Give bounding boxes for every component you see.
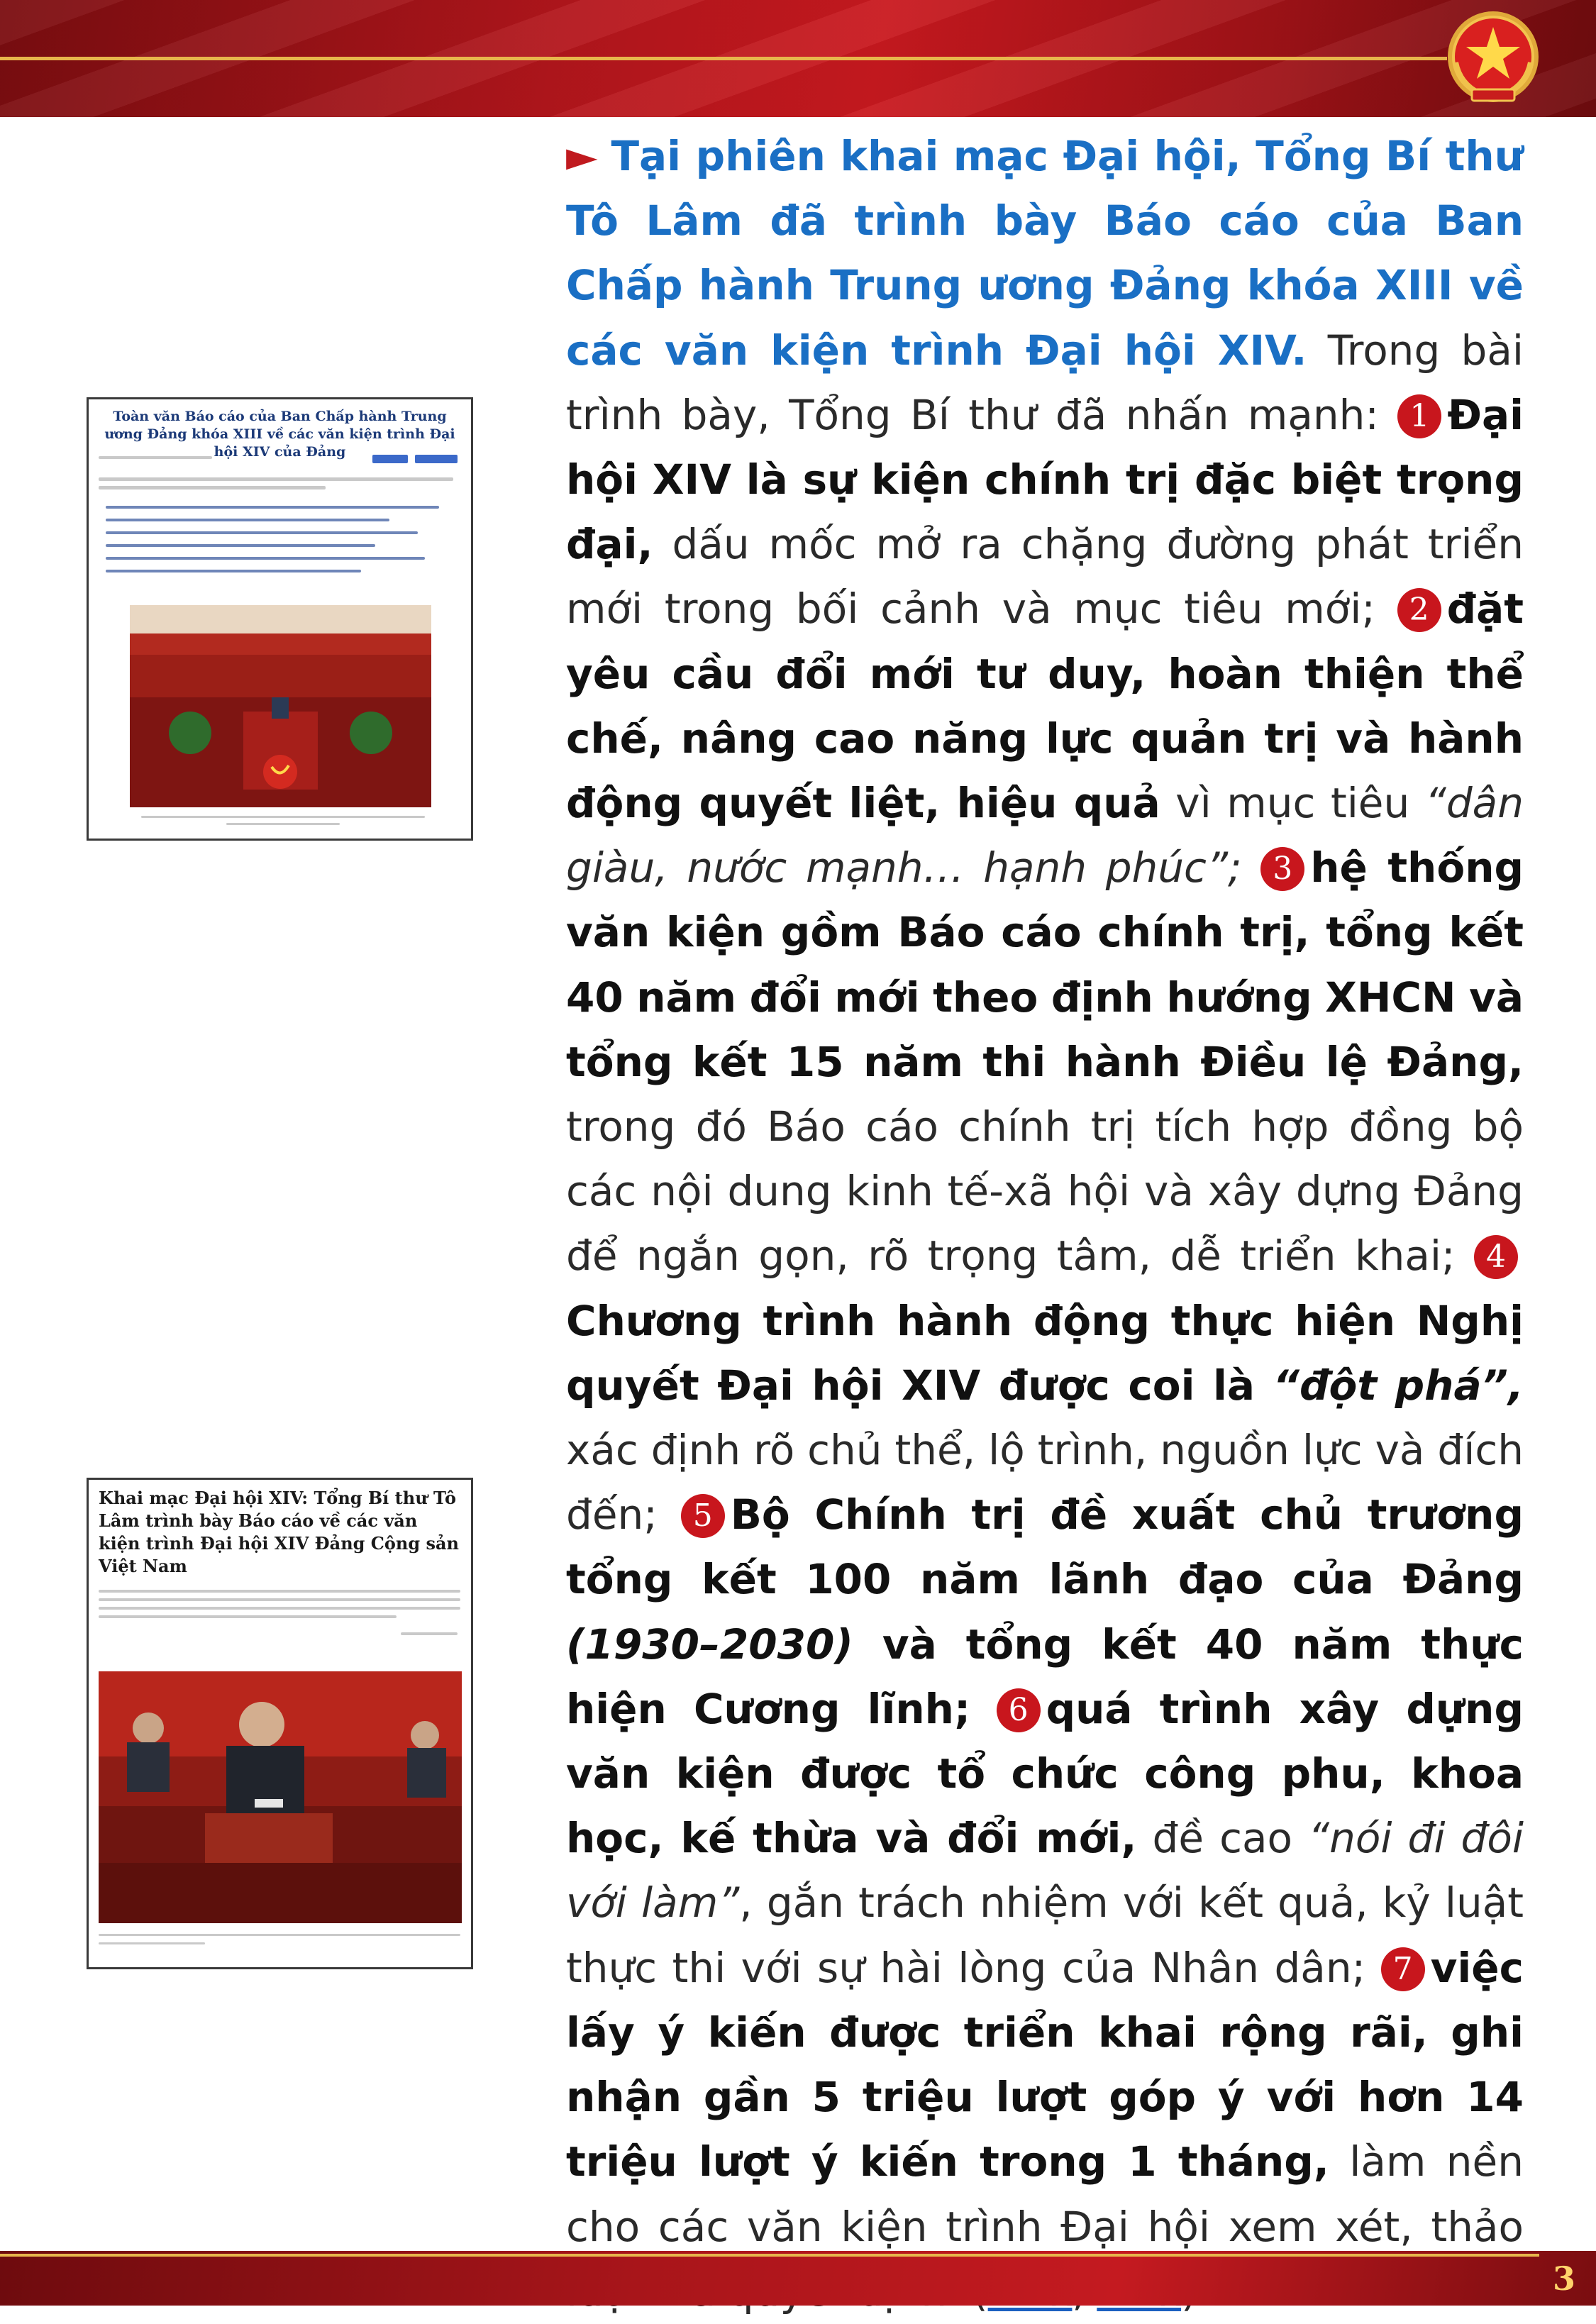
number-badge-2: 2	[1397, 588, 1441, 632]
point-1-bold: Đại hội XIV là sự kiện chính trị đặc biệt trọng đại,	[566, 390, 1524, 569]
related-link-line	[106, 506, 439, 509]
photo-caption-line	[99, 1942, 205, 1944]
summary-line	[99, 477, 453, 481]
meta-line	[99, 456, 212, 459]
date-line	[401, 1632, 458, 1635]
point-7-bold: việc lấy ý kiến được triển khai rộng rãi, ghi nhận gần 5 triệu lượt góp ý với hơn 14 triệu lượt ý kiến trong 1 tháng,	[566, 1943, 1524, 2186]
point-5-years: (1930–2030)	[566, 1620, 853, 1669]
footer-gold-line	[0, 2254, 1539, 2257]
point-5-bold-2: và tổng kết 40 năm thực hiện Cương lĩnh;	[566, 1620, 1524, 1733]
point-2-bold: đặt yêu cầu đổi mới tư duy, hoàn thiện thể chế, nâng cao năng lực quản trị và hành động quyết liệt, hiệu quả	[566, 585, 1524, 828]
congress-hall-photo	[130, 605, 431, 807]
photo-caption-line	[99, 1934, 460, 1936]
related-link-line	[106, 519, 389, 521]
point-3-bold: hệ thống văn kiện gồm Báo cáo chính trị, tổng kết 40 năm đổi mới theo định hướng XHCN và tổng kết 15 năm thi hành Điều lệ Đảng,	[566, 843, 1524, 1086]
point-4-quote: “đột phá”,	[1273, 1361, 1524, 1410]
speaker-podium-photo	[99, 1671, 462, 1923]
point-4-text: xác định rõ chủ thể, lộ trình, nguồn lực và đích đến;	[566, 1426, 1524, 1539]
point-2-text: vì mục tiêu	[1160, 779, 1425, 828]
point-7-text: làm nền cho các văn kiện trình Đại hội xem xét, thảo	[566, 2137, 1524, 2251]
point-6-text-2: , gắn trách nhiệm với kết quả, kỷ luật thực thi với sự hài lòng của Nhân dân;	[566, 1878, 1524, 1992]
point-4-bold: Chương trình hành động thực hiện Nghị quyết Đại hội XIV được coi là	[566, 1296, 1524, 1410]
page-number: 3	[1552, 2259, 1575, 2298]
point-6-quote: “nói đi đôi với làm”	[566, 1814, 1524, 1927]
point-5-bold: Bộ Chính trị đề xuất chủ trương tổng kết 100 năm lãnh đạo của Đảng	[566, 1490, 1524, 1604]
header-gold-line	[0, 57, 1447, 60]
summary-line	[99, 1607, 460, 1610]
related-link-line	[106, 570, 361, 572]
summary-line	[99, 1615, 397, 1618]
intro-text: Trong bài trình bày, Tổng Bí thư đã nhấn mạnh:	[566, 326, 1524, 439]
footer-band	[0, 2251, 1596, 2306]
number-badge-3: 3	[1260, 847, 1304, 891]
number-badge-6: 6	[997, 1688, 1041, 1732]
share-button	[372, 455, 408, 463]
point-6-text: đề cao	[1136, 1814, 1309, 1863]
header-band	[0, 0, 1596, 117]
number-badge-4: 4	[1474, 1235, 1518, 1279]
arrow-icon: ►	[566, 132, 598, 180]
summary-line	[99, 1598, 460, 1601]
point-6-bold: quá trình xây dựng văn kiện được tổ chức công phu, khoa học, kế thừa và đổi mới,	[566, 1684, 1524, 1863]
lead-sentence: Tại phiên khai mạc Đại hội, Tổng Bí thư Tô Lâm đã trình bày Báo cáo của Ban Chấp hành Trung ương Đảng khóa XIII về các văn kiện trình Đại hội XIV.	[566, 132, 1524, 375]
thumbnail-title: Khai mạc Đại hội XIV: Tổng Bí thư Tô Lâm trình bày Báo cáo về các văn kiện trình Đại hội XIV Đảng Cộng sản Việt Nam	[99, 1488, 459, 1576]
share-button	[415, 455, 458, 463]
related-link-line	[106, 557, 425, 560]
point-2-quote: “dân giàu, nước mạnh… hạnh phúc”;	[566, 779, 1524, 892]
number-badge-1: 1	[1397, 394, 1441, 438]
number-badge-5: 5	[681, 1494, 725, 1538]
article-body	[566, 124, 1524, 2324]
thumbnail-title: Toàn văn Báo cáo của Ban Chấp hành Trung ương Đảng khóa XIII về các văn kiện trình Đại hội XIV của Đảng	[104, 409, 455, 460]
related-link-line	[106, 531, 418, 534]
point-1-text: dấu mốc mở ra chặng đường phát triển mới trong bối cảnh và mục tiêu mới;	[566, 520, 1524, 633]
national-emblem-icon	[1440, 6, 1546, 112]
summary-line	[99, 1590, 460, 1593]
article-screenshot-2[interactable]	[87, 1478, 473, 1969]
related-link-line	[106, 544, 375, 547]
number-badge-7: 7	[1381, 1947, 1425, 1991]
article-screenshot-1[interactable]	[87, 397, 473, 841]
point-3-text: trong đó Báo cáo chính trị tích hợp đồng bộ các nội dung kinh tế-xã hội và xây dựng Đảng để ngắn gọn, rõ trọng tâm, dễ triển khai;	[566, 1102, 1524, 1280]
summary-line	[99, 486, 326, 489]
